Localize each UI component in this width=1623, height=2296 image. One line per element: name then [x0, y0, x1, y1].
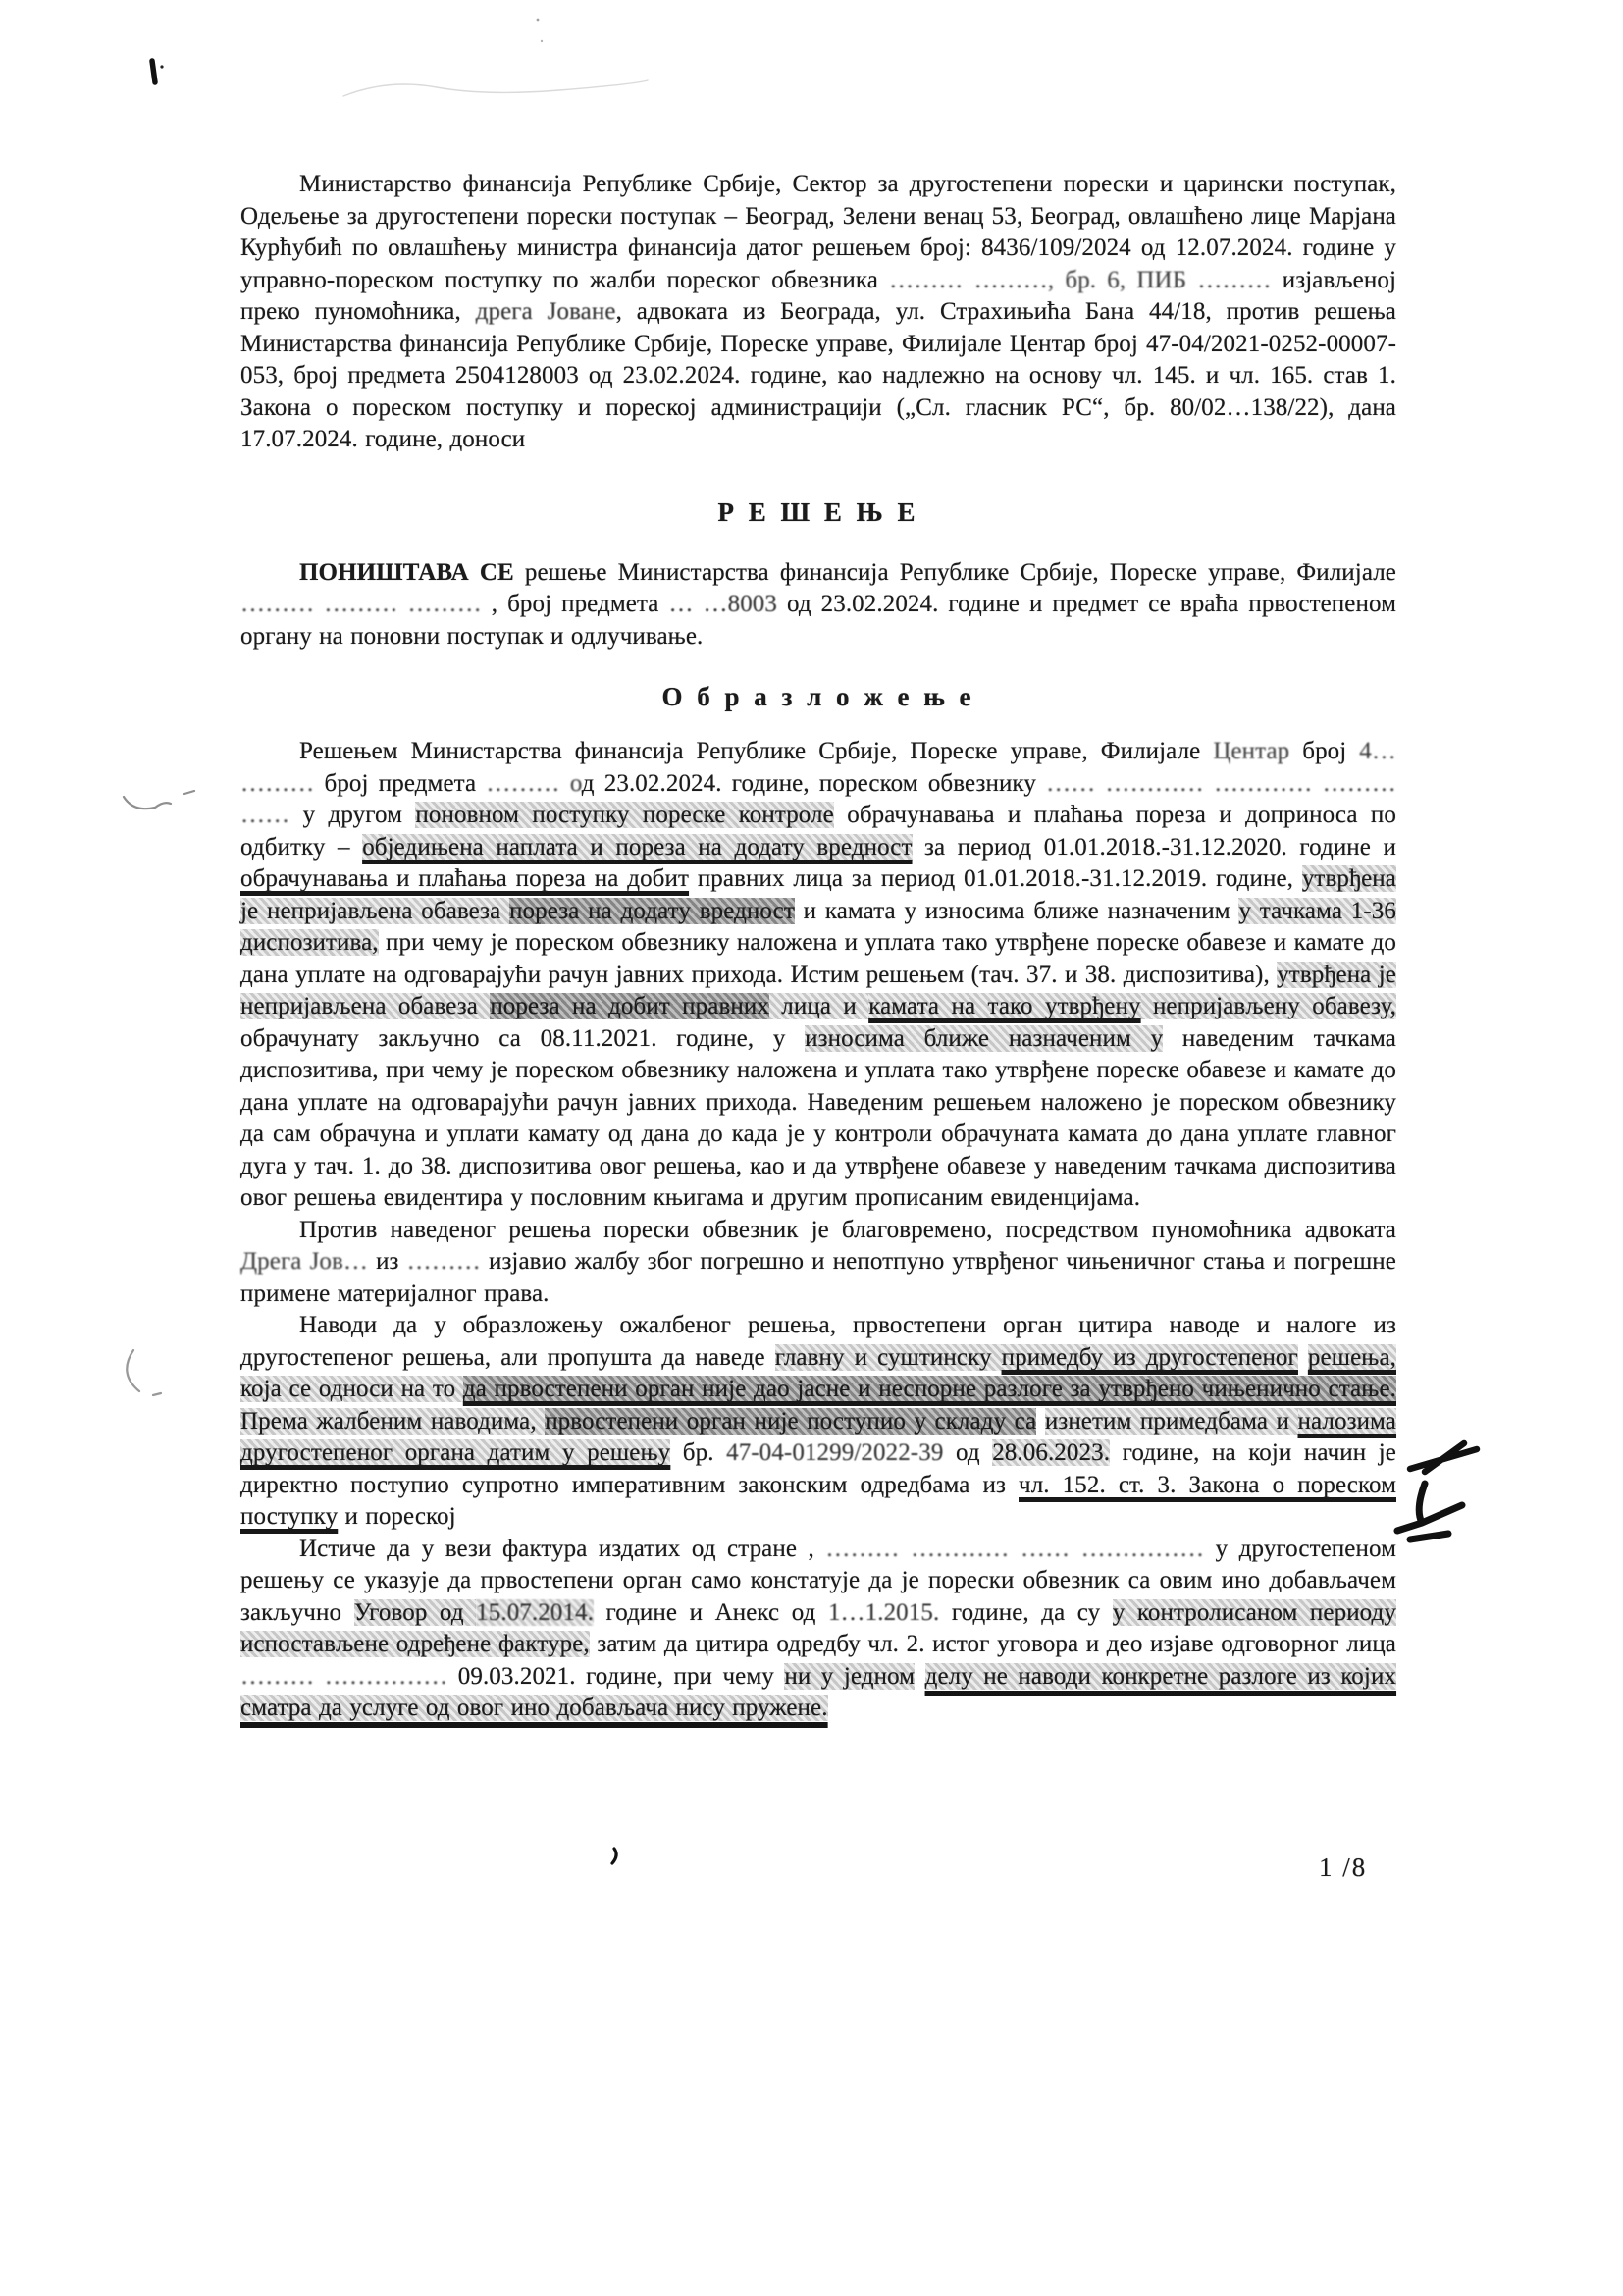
text-segment: и камата у износима ближе назначеним: [794, 897, 1239, 924]
text-segment: дрега Јоване: [475, 298, 616, 325]
text-segment: пореза на добит правних: [490, 993, 769, 1019]
text-segment: обрачунату закључно са 08.11.2021. године, у: [240, 1024, 806, 1052]
text-segment: решење Министарства финансија Републике Србије, Пореске управе, Филијале: [513, 558, 1397, 586]
text-segment: примедбу из другостепеног: [1001, 1343, 1298, 1371]
text-segment: ……… ………, бр. 6, ПИБ ………: [889, 266, 1272, 293]
text-segment: чл. 152. ст. 3. Закона о пореском поступку: [240, 1471, 1396, 1530]
first-instance-decision-paragraph: [240, 736, 1396, 1215]
text-segment: обрачунавања и плаћања пореза на добит: [240, 865, 690, 892]
text-segment: ……… ………… …… ……………: [825, 1535, 1205, 1562]
text-segment: 09.03.2021. године, при чему: [447, 1662, 785, 1690]
text-segment: број предмета: [314, 769, 487, 797]
text-segment: изнетим примедбама и: [1044, 1407, 1298, 1435]
text-segment: у контролисаном периоду испостављене одређене фактуре,: [240, 1598, 1396, 1657]
text-segment: утврђена је непријављена обавеза: [240, 961, 1396, 1019]
text-segment: у другом: [289, 802, 416, 828]
text-segment: при чему је пореском обвезнику наложена и уплата тако утврђене пореске обавезе и камате до дана уплате на одговарајући рачун јавних прихода. Истим решењем (тач. 37. и 38. диспозитива),: [240, 929, 1396, 988]
text-segment: наведеним тачкама диспозитива, при чему је пореском обвезнику наложена и уплата тако утврђене пореске обавезе и камате до дана уплате на одговарајући рачун јавних прихода. Наведеним решењем наложено је пореском обвезнику да сам обрачуна и уплати камату од дана до када је у контроли обрачуната камата до дана уплате главног дуга у тач. 1. до 38. диспозитива овог решења, као и да утврђене обавезе у наведеним тачкама диспозитива овог решења евидентира у пословним књигама и другим прописаним евиденцијама.: [240, 1024, 1396, 1211]
text-segment: решења,: [1307, 1343, 1396, 1371]
text-segment: , адвоката из Београда, ул. Страхињића Бана 44/18, против решења Министарства финансија Републике Србије, Пореске управе, Филијале Центар број 47-04/2021-0252-00007-053, број предмета 2504128003 од 23.02.2024. године, као надлежно на основу чл. 145. и чл. 165. став 1. Закона о пореском поступку и пореској администрацији („Сл. гласник РС“, бр. 80/02…138/22), дана 17.07.2024. године, доноси: [240, 298, 1396, 452]
text-segment: 4… ………: [240, 738, 1396, 797]
text-segment: од 23.02.2024. године и предмет се враћа првостепеном органу на поновни поступак и одлучивање.: [240, 591, 1396, 650]
text-segment: Дрега Јов…: [240, 1248, 368, 1275]
text-segment: Министарство финансија Републике Србије, Сектор за другостепени порески и царински поступак, Одељење за другостепени порески поступак – Београд, Зелени венац 53, Београд, овлашћено лице Марјана Курћубић по овлашћењу министра финансија датог решењем број: 8436/109/2024 од 12.07.2024. године у управно-пореском поступку по жалби пореског обвезника: [240, 171, 1396, 293]
text-segment: за период 01.01.2018.-31.12.2020. године и: [912, 833, 1396, 861]
text-segment: из: [368, 1248, 407, 1275]
text-segment: од: [943, 1439, 993, 1466]
text-segment: ПОНИШТАВА СЕ: [299, 558, 514, 586]
text-segment: ……… о: [486, 769, 582, 797]
text-segment: д 23.02.2024. године, пореском обвезнику: [581, 769, 1047, 797]
text-segment: бр.: [670, 1439, 727, 1466]
text-segment: 15.07.2014.: [476, 1598, 594, 1626]
page-number: 1 /8: [1319, 1852, 1368, 1882]
text-segment: затим да цитира одредбу чл. 2. истог уговора и део изјаве одговорног лица: [589, 1631, 1396, 1657]
ink-speck-top-left: [160, 65, 163, 68]
text-segment: лица и: [768, 993, 869, 1019]
text-segment: Решењем Министарства финансија Републике Србије, Пореске управе, Филијале: [299, 738, 1214, 764]
text-segment: непријављену обавезу,: [1140, 993, 1397, 1019]
pencil-speck-2: [541, 40, 543, 42]
text-segment: ……… ……… ………: [240, 591, 482, 617]
text-segment: Уговор од: [353, 1598, 477, 1626]
text-segment: изјавио жалбу због погрешно и непотпуно утврђеног чињеничног стања и погрешне примене материјалног права.: [240, 1248, 1396, 1307]
text-segment: поновном поступку пореске контроле: [415, 802, 834, 828]
text-segment: камата на тако утврђену: [868, 993, 1141, 1019]
intro-paragraph: [240, 169, 1396, 456]
text-segment: [915, 1663, 924, 1690]
ink-mark-top-left: [152, 61, 155, 82]
text-segment: број: [1289, 738, 1360, 764]
text-segment: ……… ……………: [240, 1662, 448, 1690]
text-segment: обједињена наплата и пореза на додату вредност: [362, 833, 913, 861]
appeal-claims-paragraph: [240, 1310, 1396, 1534]
text-segment: [1298, 1344, 1308, 1371]
text-segment: Против наведеног решења порески обвезник је благовремено, посредством пуномоћника адвоката: [299, 1216, 1396, 1243]
text-segment: првостепени орган није поступио у складу са: [545, 1407, 1037, 1435]
text-segment: године и Анекс од: [594, 1598, 828, 1626]
text-segment: главну и суштинску: [774, 1343, 1002, 1371]
text-segment: износима ближе назначеним у: [805, 1024, 1164, 1052]
margin-check-right-lower: [1397, 1484, 1462, 1539]
text-segment: обрачунавања и плаћања пореза и доприноса по одбитку –: [240, 802, 1396, 861]
text-segment: ни у једном: [784, 1662, 916, 1690]
text-segment: пореза на додату вредност: [509, 897, 795, 924]
text-segment: 28.06.2023.: [992, 1439, 1111, 1466]
text-segment: …… ………… ………… ……… ……: [240, 769, 1396, 828]
text-segment: Према жалбеним наводима,: [240, 1407, 546, 1435]
text-segment: године, да су: [939, 1598, 1113, 1626]
margin-squiggle-left: [124, 791, 194, 809]
margin-paren-left: [127, 1350, 161, 1395]
text-segment: да првостепени орган није дао јасне и неспорне разлоге за утврђено чињенично стање.: [462, 1376, 1396, 1402]
ink-comma-bottom: [612, 1849, 616, 1863]
text-segment: правних лица за период 01.01.2018.-31.12.2019. године,: [689, 865, 1302, 892]
text-segment: , број предмета: [481, 591, 669, 617]
margin-arrow-right-upper: [1410, 1443, 1477, 1472]
text-segment: у тачкама 1-36 диспозитива,: [240, 897, 1396, 956]
text-segment: и пореској: [338, 1503, 456, 1530]
text-segment: Наводи да у образложењу ожалбеног решења, првостепени орган цитира наводе и налоге из другостепеног решења, али пропушта да наведе: [240, 1312, 1396, 1371]
text-segment: налозима другостепеног органа датим у решењу: [240, 1407, 1397, 1466]
document-text-block: [240, 169, 1396, 1725]
appeal-filed-paragraph: [240, 1215, 1396, 1311]
text-segment: ………: [406, 1248, 481, 1275]
text-segment: 1…1.2015.: [827, 1598, 940, 1626]
text-segment: у другостепеном решењу се указује да првостепени орган само констатује да је порески обвезник са овим ино добављачем закључно: [240, 1535, 1396, 1626]
text-segment: … …8003: [668, 591, 778, 617]
text-segment: изјављеној преко пуномоћника,: [240, 266, 1396, 325]
rationale-heading: О б р а з л о ж е њ е: [661, 682, 975, 711]
text-segment: [1036, 1408, 1045, 1435]
text-segment: Центар: [1213, 738, 1290, 764]
text-segment: Истиче да у вези фактура издатих од стране ,: [299, 1535, 826, 1562]
pencil-speck-1: [537, 19, 540, 22]
invoices-paragraph: [240, 1534, 1396, 1725]
text-segment: 47-04-01299/2022-39: [726, 1439, 944, 1466]
text-segment: године, на који начин је директно поступио супротно императивним законским одредбама из: [240, 1439, 1396, 1498]
decision-heading: Р Е Ш Е Њ Е: [717, 496, 919, 527]
text-segment: која се односи на то: [240, 1376, 463, 1402]
text-segment: делу не наводи конкретне разлоге из којих сматра да услуге од овог ино добављача нису пружене.: [240, 1662, 1397, 1721]
text-segment: утврђена је непријављена обавеза: [240, 865, 1396, 924]
decision-paragraph: [240, 557, 1396, 653]
pencil-scribble-top: [343, 80, 648, 96]
